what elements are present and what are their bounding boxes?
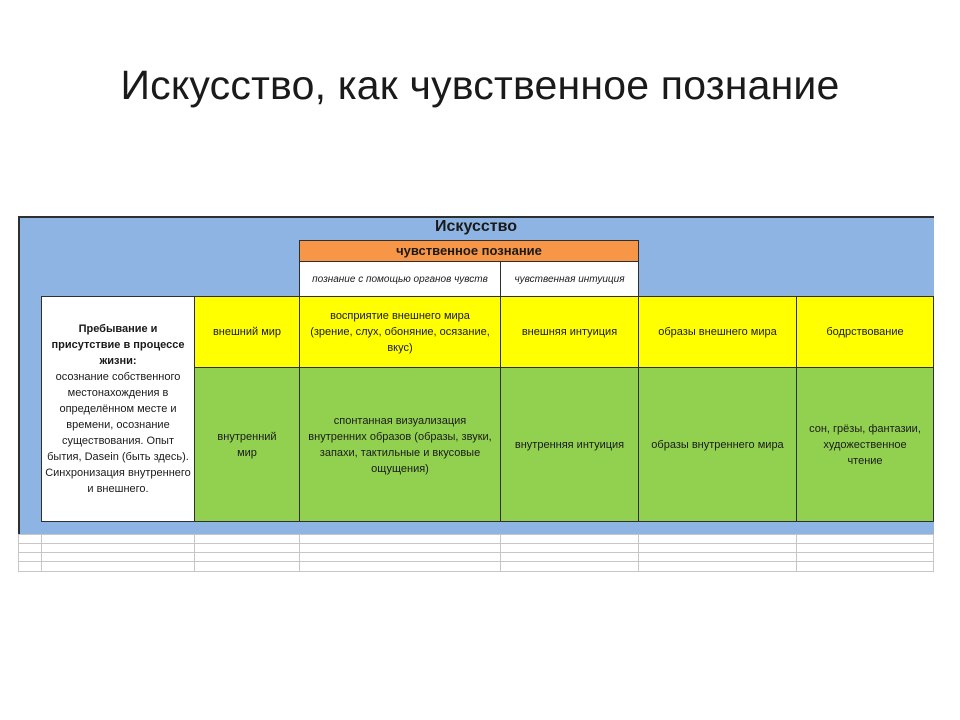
dreams-cell: сон, грёзы, фантазии, художественное чтение — [796, 367, 934, 522]
presence-text: осознание собственного местонахождения в определённом месте и времени, осознание существования. Опыт бытия, Dasein (быть здесь). Синхронизация внутреннего и внешнего. — [45, 371, 191, 495]
grid-column-line — [933, 534, 934, 572]
grid-column-line — [194, 534, 195, 572]
inner-world-label: внутренний мир — [194, 367, 300, 522]
senses-subheader: познание с помощью органов чувств — [299, 261, 501, 297]
presence-heading: Пребывание и присутствие в процессе жизни: — [51, 323, 185, 367]
grid-column-line — [500, 534, 501, 572]
spreadsheet-table — [18, 216, 934, 572]
grid-column-line — [299, 534, 300, 572]
inner-perception-cell: спонтанная визуализация внутренних образов (образы, звуки, запахи, тактильные и вкусовые ощущения) — [299, 367, 501, 522]
grid-column-line — [41, 534, 42, 572]
outer-intuition-cell: внешняя интуиция — [500, 296, 639, 368]
slide-title: Искусство, как чувственное познание — [120, 62, 840, 108]
sensory-knowledge-header: чувственное познание — [299, 240, 639, 262]
grid-column-line — [638, 534, 639, 572]
inner-images-cell: образы внутреннего мира — [638, 367, 797, 522]
grid-column-line — [796, 534, 797, 572]
outer-images-cell: образы внешнего мира — [638, 296, 797, 368]
presence-description-cell — [41, 296, 195, 522]
outer-world-label: внешний мир — [194, 296, 300, 368]
outer-perception-cell: восприятие внешнего мира (зрение, слух, обоняние, осязание, вкус) — [299, 296, 501, 368]
art-header: Искусство — [435, 218, 517, 235]
inner-intuition-cell: внутренняя интуиция — [500, 367, 639, 522]
wakefulness-cell: бодрствование — [796, 296, 934, 368]
grid-column-line — [18, 534, 19, 572]
intuition-subheader: чувственная интуиция — [500, 261, 639, 297]
